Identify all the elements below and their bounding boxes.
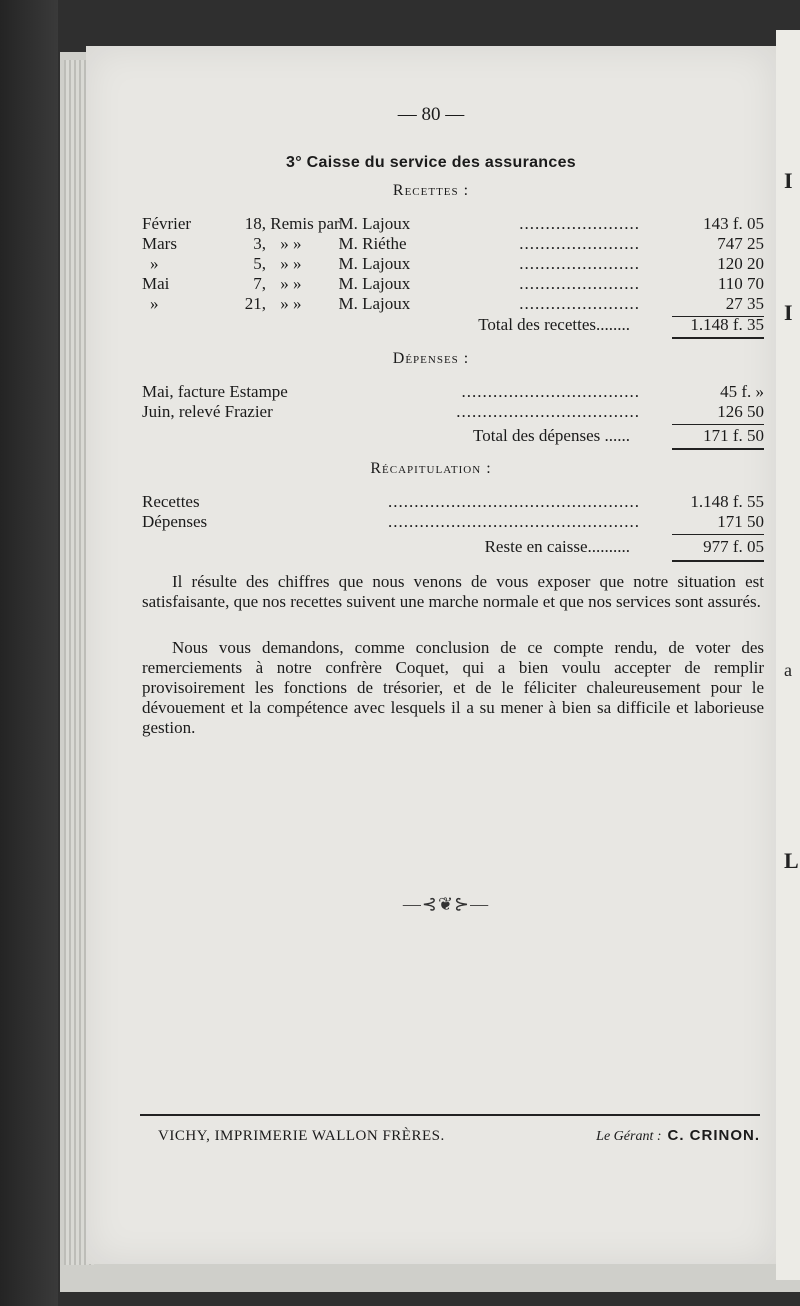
gerant-label: Le Gérant : <box>596 1129 662 1144</box>
document-page <box>86 46 776 1264</box>
page-number: — 80 — <box>397 104 465 125</box>
amount: 1.148 f. 55 <box>690 492 764 511</box>
table-row: Mai, facture Estampe .................................. 45 f. » <box>142 382 764 401</box>
double-rule <box>672 448 764 450</box>
total-row <box>142 425 766 447</box>
double-rule <box>672 560 764 562</box>
recap-heading: Récapitulation : <box>370 460 492 477</box>
section-title: 3° Caisse du service des assurances <box>286 154 576 171</box>
amount: 143 f. 05 <box>703 214 764 233</box>
sum-rule <box>672 534 764 535</box>
total-label: Total des dépenses ...... <box>473 426 630 445</box>
amount: 45 f. » <box>720 382 764 401</box>
edge-letter: L <box>784 848 799 873</box>
total-amount: 977 f. 05 <box>703 537 764 556</box>
amount: 120 20 <box>717 254 764 273</box>
edge-letter: I <box>784 300 793 325</box>
table-row: Mars 3, » » M. Riéthe ....................... 747 25 <box>142 234 764 253</box>
table-row: » 21, » » M. Lajoux ....................... 27 35 <box>150 294 764 313</box>
edge-letter: I <box>784 168 793 193</box>
amount: 27 35 <box>725 294 764 313</box>
total-label: Total des recettes........ <box>478 315 630 334</box>
table-row: Mai 7, » » M. Lajoux ....................... 110 70 <box>142 274 764 293</box>
gerant-signature <box>596 1127 760 1145</box>
book-spine <box>0 0 58 1306</box>
table-row: Février 18, Remis par M. Lajoux ....................... 143 f. 05 <box>142 214 764 233</box>
table-row: Juin, relevé Frazier ................................... 126 50 <box>142 402 764 421</box>
table-row: » 5, » » M. Lajoux ....................... 120 20 <box>150 254 764 273</box>
facing-page-edge <box>776 30 800 1280</box>
paragraph: Il résulte des chiffres que nous venons de vous exposer que notre situation est satisfaisante, que nos recettes suivent une marche normale et que nos services sont assurés. <box>142 572 764 611</box>
amount: 171 50 <box>717 512 764 531</box>
amount: 110 70 <box>717 274 764 293</box>
paragraph: Nous vous demandons, comme conclusion de ce compte rendu, de voter des remerciements à notre confrère Coquet, qui a bien voulu accepter de remplir provisoirement les fonctions de trésorier, et de le féliciter chaleureusement pour le dévouement et la compétence avec lesquels il a su mener à bien sa difficile et laborieuse gestion. <box>142 638 764 737</box>
gerant-name: C. CRINON. <box>667 1127 760 1144</box>
table-row: Recettes ................................................ 1.148 f. 55 <box>142 492 764 511</box>
depenses-heading: Dépenses : <box>392 350 470 367</box>
total-row <box>142 536 766 558</box>
total-amount: 1.148 f. 35 <box>690 315 764 334</box>
total-amount: 171 f. 50 <box>703 426 764 445</box>
double-rule <box>672 337 764 339</box>
total-row <box>142 314 766 336</box>
edge-letter: a <box>784 660 792 680</box>
recettes-heading: Recettes : <box>392 182 470 199</box>
printer-imprint: VICHY, IMPRIMERIE WALLON FRÈRES. <box>158 1128 445 1144</box>
ornament-divider: —⊰❦⊱— <box>402 894 490 914</box>
total-label: Reste en caisse.......... <box>484 537 630 556</box>
amount: 747 25 <box>717 234 764 253</box>
table-row: Dépenses ................................................ 171 50 <box>142 512 764 531</box>
amount: 126 50 <box>717 402 764 421</box>
footer-rule <box>140 1114 760 1116</box>
